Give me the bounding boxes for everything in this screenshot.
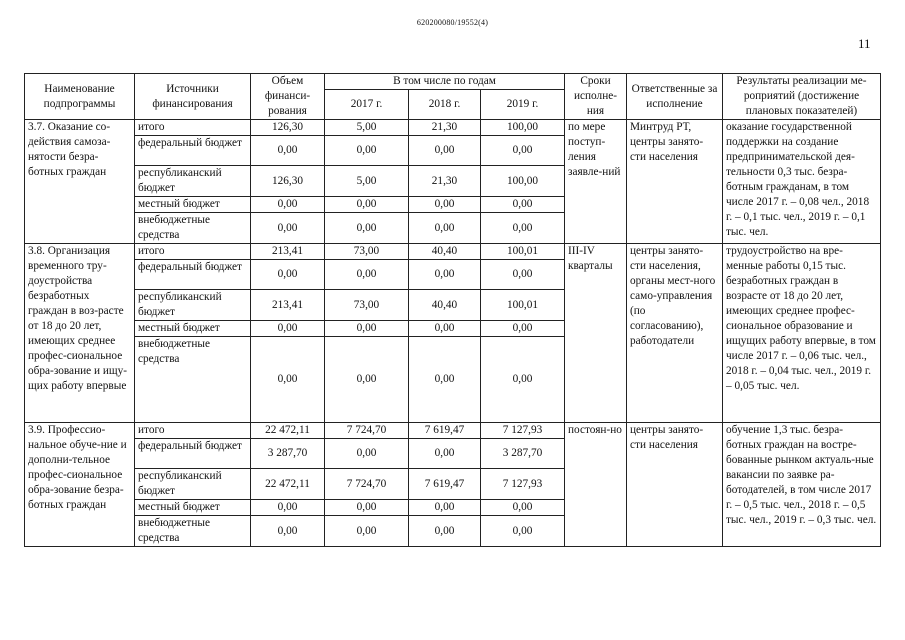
amount-2017: 5,00 (325, 120, 409, 136)
funding-volume: 213,41 (251, 244, 325, 260)
amount-2018: 0,00 (409, 500, 481, 516)
header-year-2017: 2017 г. (325, 90, 409, 120)
amount-2019: 7 127,93 (481, 423, 565, 439)
funding-volume: 0,00 (251, 516, 325, 547)
amount-2018: 40,40 (409, 290, 481, 321)
funding-source: внебюджетные средства (135, 213, 251, 244)
responsible-executors: центры занято-сти населения, органы мест-ного само-управления (по согласованию), работодатели (627, 244, 723, 423)
funding-source: итого (135, 120, 251, 136)
funding-volume: 0,00 (251, 500, 325, 516)
funding-volume: 0,00 (251, 260, 325, 290)
amount-2018: 21,30 (409, 166, 481, 197)
amount-2018: 0,00 (409, 213, 481, 244)
funding-volume: 0,00 (251, 321, 325, 337)
funding-source: внебюджетные средства (135, 337, 251, 423)
funding-source: местный бюджет (135, 500, 251, 516)
amount-2017: 0,00 (325, 260, 409, 290)
funding-source: местный бюджет (135, 197, 251, 213)
table-body (25, 120, 881, 547)
funding-source: внебюджетные средства (135, 516, 251, 547)
header-source: Источники финансирования (135, 74, 251, 120)
amount-2019: 0,00 (481, 136, 565, 166)
amount-2017: 7 724,70 (325, 423, 409, 439)
amount-2017: 73,00 (325, 244, 409, 260)
table-header (25, 74, 881, 120)
funding-volume: 126,30 (251, 166, 325, 197)
funding-source: итого (135, 423, 251, 439)
amount-2017: 5,00 (325, 166, 409, 197)
amount-2018: 0,00 (409, 439, 481, 469)
funding-source: республиканский бюджет (135, 469, 251, 500)
amount-2019: 3 287,70 (481, 439, 565, 469)
amount-2018: 0,00 (409, 516, 481, 547)
header-responsible: Ответственные за исполнение (627, 74, 723, 120)
header-name: Наименование подпрограммы (25, 74, 135, 120)
amount-2018: 40,40 (409, 244, 481, 260)
subprogram-name: 3.7. Оказание со-действия самоза-нятости безра-ботных граждан (25, 120, 135, 244)
funding-source: республиканский бюджет (135, 166, 251, 197)
amount-2019: 100,00 (481, 120, 565, 136)
amount-2017: 0,00 (325, 439, 409, 469)
funding-volume: 126,30 (251, 120, 325, 136)
expected-results: трудоустройство на вре-менные работы 0,15 тыс. безработных граждан в возрасте от 18 до 20 лет, имеющих среднее профес-сиональное образование и ищущих работу впервые, в том числе 2017 г. – 0,06 тыс. чел., 2018 г. – 0,04 тыс. чел., 2019 г. – 0,05 тыс. чел. (723, 244, 881, 423)
amount-2019: 0,00 (481, 197, 565, 213)
amount-2019: 100,00 (481, 166, 565, 197)
funding-source: федеральный бюджет (135, 260, 251, 290)
amount-2019: 0,00 (481, 337, 565, 423)
funding-source: местный бюджет (135, 321, 251, 337)
amount-2019: 0,00 (481, 213, 565, 244)
amount-2019: 100,01 (481, 244, 565, 260)
responsible-executors: центры занято-сти населения (627, 423, 723, 547)
amount-2018: 0,00 (409, 321, 481, 337)
responsible-executors: Минтруд РТ, центры занято-сти населения (627, 120, 723, 244)
amount-2017: 0,00 (325, 213, 409, 244)
amount-2018: 21,30 (409, 120, 481, 136)
funding-volume: 3 287,70 (251, 439, 325, 469)
amount-2017: 0,00 (325, 500, 409, 516)
funding-volume: 22 472,11 (251, 469, 325, 500)
amount-2018: 0,00 (409, 337, 481, 423)
amount-2017: 0,00 (325, 136, 409, 166)
funding-source: федеральный бюджет (135, 439, 251, 469)
amount-2018: 0,00 (409, 260, 481, 290)
funding-source: федеральный бюджет (135, 136, 251, 166)
funding-source: республиканский бюджет (135, 290, 251, 321)
document-id: 620200080/19552(4) (416, 18, 489, 27)
table-row (25, 120, 881, 136)
page-number: 11 (858, 36, 871, 51)
execution-term: постоян-но (565, 423, 627, 547)
amount-2017: 7 724,70 (325, 469, 409, 500)
amount-2019: 100,01 (481, 290, 565, 321)
expected-results: обучение 1,3 тыс. безра-ботных граждан на востре-бованные рынком актуаль-ные вакансии по заявке ра-ботодателей, в том числе 2017 г. – 0,5 тыс. чел., 2018 г. – 0,5 тыс. чел., 2019 г. – 0,3 тыс. чел. (723, 423, 881, 547)
funding-volume: 22 472,11 (251, 423, 325, 439)
amount-2017: 0,00 (325, 197, 409, 213)
header-volume: Объем финанси-рования (251, 74, 325, 120)
table-row (25, 244, 881, 260)
header-year-2018: 2018 г. (409, 90, 481, 120)
expected-results: оказание государственной поддержки на создание предпринимательской дея-тельности 0,3 тыс. безра-ботным гражданам, в том числе 2017 г. – 0,08 чел., 2018 г. – 0,1 тыс. чел., 2019 г. – 0,1 тыс. чел. (723, 120, 881, 244)
funding-volume: 0,00 (251, 337, 325, 423)
amount-2017: 0,00 (325, 516, 409, 547)
amount-2018: 0,00 (409, 136, 481, 166)
funding-volume: 0,00 (251, 213, 325, 244)
amount-2018: 0,00 (409, 197, 481, 213)
amount-2017: 0,00 (325, 337, 409, 423)
funding-volume: 213,41 (251, 290, 325, 321)
table-row (25, 423, 881, 439)
amount-2017: 0,00 (325, 321, 409, 337)
amount-2019: 0,00 (481, 516, 565, 547)
amount-2019: 0,00 (481, 321, 565, 337)
execution-term: III-IV кварталы (565, 244, 627, 423)
header-results: Результаты реализации ме-роприятий (достижение плановых показателей) (723, 74, 881, 120)
amount-2017: 73,00 (325, 290, 409, 321)
header-by-years: В том числе по годам (325, 74, 565, 90)
funding-volume: 0,00 (251, 136, 325, 166)
program-table (24, 73, 881, 547)
header-term: Сроки исполне-ния (565, 74, 627, 120)
amount-2018: 7 619,47 (409, 423, 481, 439)
subprogram-name: 3.8. Организация временного тру-доустройства безработных граждан в воз-расте от 18 до 20 лет, имеющих среднее профес-сиональное обра-зование и ищу-щих работу впервые (25, 244, 135, 423)
amount-2019: 7 127,93 (481, 469, 565, 500)
amount-2019: 0,00 (481, 260, 565, 290)
header-year-2019: 2019 г. (481, 90, 565, 120)
funding-source: итого (135, 244, 251, 260)
funding-volume: 0,00 (251, 197, 325, 213)
amount-2019: 0,00 (481, 500, 565, 516)
subprogram-name: 3.9. Профессио-нальное обуче-ние и дополни-тельное профес-сиональное обра-зование безра-ботных граждан (25, 423, 135, 547)
amount-2018: 7 619,47 (409, 469, 481, 500)
execution-term: по мере поступ-ления заявле-ний (565, 120, 627, 244)
